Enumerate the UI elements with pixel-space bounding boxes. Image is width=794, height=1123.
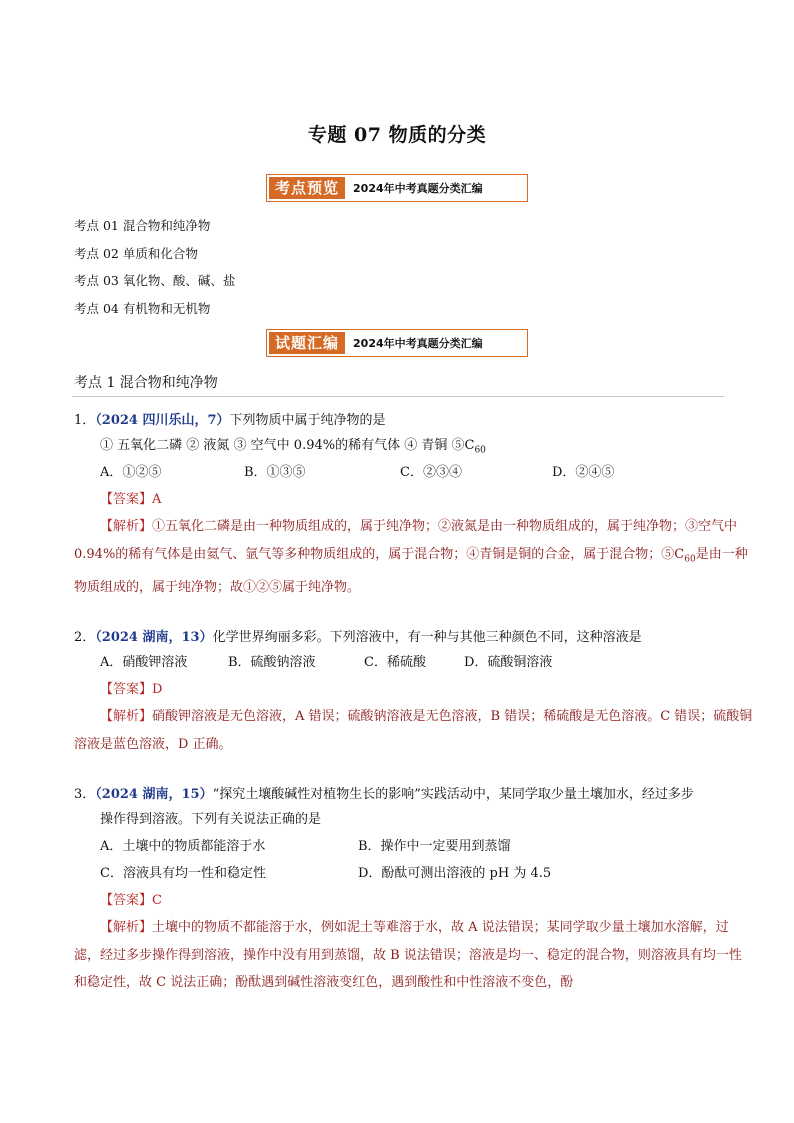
answer: 【答案】A <box>100 492 162 507</box>
question-number: 2． <box>74 630 96 645</box>
preview-banner <box>266 174 528 202</box>
option-a: A．①②⑤ <box>100 465 162 480</box>
explanation: 【解析】硝酸钾溶液是无色溶液，A 错误；硫酸钠溶液是无色溶液，B 错误；稀硫酸是无色溶液。C 错误；硫酸铜溶液是蓝色溶液，D 正确。 <box>74 709 753 752</box>
question-text: 化学世界绚丽多彩。下列溶液中，有一种与其他三种颜色不同，这种溶液是 <box>212 630 642 645</box>
option-c: C．溶液具有均一性和稳定性 <box>100 866 266 881</box>
option-d: D．酚酞可测出溶液的 pH 为 4.5 <box>358 866 552 881</box>
option-c: C．②③④ <box>400 465 462 480</box>
question-2 <box>74 627 754 758</box>
topic-item: 考点 01 混合物和纯净物 <box>74 218 211 233</box>
question-text: 下列物质中属于纯净物的是 <box>229 413 386 428</box>
option-a: A．硝酸钾溶液 <box>100 655 188 670</box>
section-heading: 考点 1 混合物和纯净物 <box>72 370 724 397</box>
question-source: （2024 湖南，13） <box>95 630 213 645</box>
option-d: D．②④⑤ <box>552 465 615 480</box>
option-a: A．土壤中的物质都能溶于水 <box>100 839 266 854</box>
question-source: （2024 四川乐山，7） <box>95 413 230 428</box>
page-title: 专题 07 物质的分类 <box>307 124 487 146</box>
options <box>74 833 754 860</box>
topic-item: 考点 02 单质和化合物 <box>74 245 198 261</box>
explanation: 【解析】土壤中的物质不都能溶于水，例如泥土等难溶于水，故 A 说法错误；某同学取少量土壤加水溶解，过滤，经过多步操作得到溶液，操作中没有用到蒸馏，故 B 说法错误；溶液是均一、稳定的混合物，则溶液具有均一性和稳定性，故 C 说法正确；酚酞遇到碱性溶液变红色，遇到酸性和中性溶液不变色，酚 <box>74 920 742 990</box>
question-number: 3． <box>74 787 96 802</box>
question-source: （2024 湖南，15） <box>95 787 213 802</box>
option-b: B．①③⑤ <box>244 465 306 480</box>
question-text-continued: 操作得到溶液。下列有关说法正确的是 <box>100 812 322 827</box>
option-b: B．操作中一定要用到蒸馏 <box>358 839 511 854</box>
question-text: “探究土壤酸碱性对植物生长的影响”实践活动中，某同学取少量土壤加水，经过多步 <box>212 787 694 802</box>
question-3 <box>74 784 754 997</box>
question-stem <box>74 627 754 649</box>
answer: 【答案】C <box>100 893 162 908</box>
banner-subtitle: 2024年中考真题分类汇编 <box>353 182 483 195</box>
question-1 <box>74 410 754 601</box>
explanation: 【解析】①五氧化二磷是由一种物质组成的，属于纯净物；②液氮是由一种物质组成的，属于纯净物；③空气中 0.94%的稀有气体是由氦气、氩气等多种物质组成的，属于混合物；④青铜是铜的合金，属于混合物；$⑤C_{60}$是由一种物质组成的，属于纯净物；故①②⑤属于纯净物。 <box>74 519 748 595</box>
answer: 【答案】D <box>100 682 163 697</box>
question-stem <box>74 784 754 806</box>
question-number: 1． <box>74 413 96 428</box>
topic-list <box>74 212 235 322</box>
option-b: B．硫酸钠溶液 <box>228 655 316 670</box>
option-d: D．硫酸铜溶液 <box>464 655 553 670</box>
options <box>74 459 754 486</box>
topic-item: 考点 04 有机物和无机物 <box>74 300 211 316</box>
banner-subtitle: 2024年中考真题分类汇编 <box>353 337 483 350</box>
banner-tag: 试题汇编 <box>269 332 345 354</box>
exercises-banner <box>266 329 528 357</box>
question-stem <box>74 410 754 432</box>
options <box>74 649 754 676</box>
topic-item: 考点 03 氧化物、酸、碱、盐 <box>74 273 236 288</box>
option-c: C．稀硫酸 <box>364 655 426 670</box>
question-items: ① 五氧化二磷 ② 液氮 ③ 空气中 0.94%的稀有气体 ④ 青铜 $⑤C_{60}$ <box>100 438 486 456</box>
banner-tag: 考点预览 <box>269 177 345 199</box>
options <box>74 860 754 887</box>
